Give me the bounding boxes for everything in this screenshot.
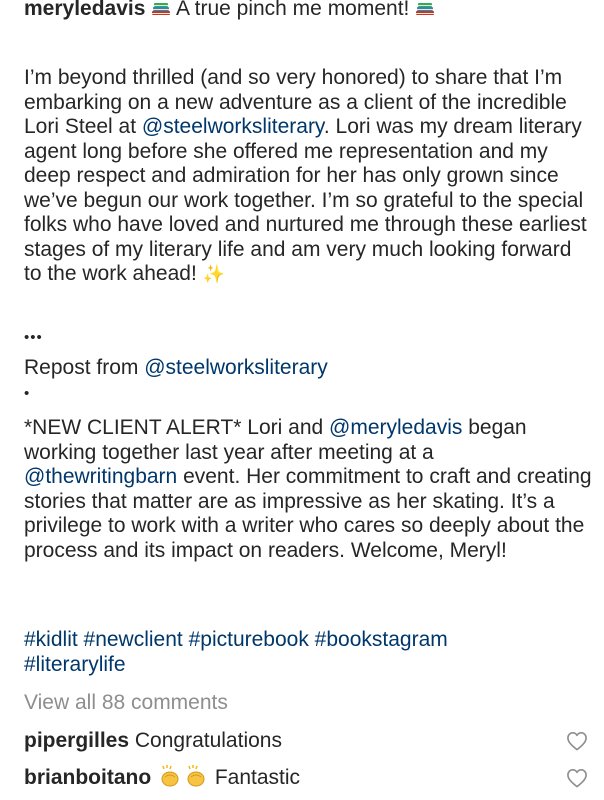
ellipsis-dots: ••• — [24, 329, 43, 346]
caption-headline: A true pinch me moment! — [171, 0, 416, 20]
comment-username[interactable]: pipergilles — [24, 729, 130, 752]
hashtags-line-2[interactable]: #literarylife — [24, 652, 126, 676]
sparkles-emoji-icon: ✨ — [202, 264, 226, 285]
mention-thewritingbarn[interactable]: @thewritingbarn — [24, 465, 178, 488]
comment-text: Fantastic — [214, 766, 301, 789]
bullet-dot: • — [24, 385, 30, 402]
post-caption — [24, 0, 592, 22]
comment-username[interactable]: brianboitano — [24, 766, 152, 789]
hashtags — [24, 628, 592, 677]
alert-text-3: event. Her commitment to craft and creating stories that matter are as impressive as her skating. It’s a privilege to work with a writer who cares so deeply about the process and its impact on readers. Welcome, Meryl! — [24, 465, 592, 562]
books-emoji-icon — [151, 0, 171, 16]
caption-first-line — [24, 0, 592, 22]
mention-repost-steelworksliterary[interactable]: @steelworksliterary — [144, 356, 328, 379]
post-author-username[interactable]: meryledavis — [24, 0, 146, 20]
view-all-comments-link[interactable]: View all 88 comments — [24, 691, 228, 714]
comment-row — [24, 728, 588, 754]
caption-dots — [24, 326, 592, 351]
repost-prefix: Repost from — [24, 356, 145, 379]
client-alert — [24, 416, 592, 563]
comment-row — [24, 765, 588, 791]
books-emoji-icon — [415, 0, 435, 16]
repost-line — [24, 356, 592, 381]
heart-outline-icon[interactable] — [566, 731, 588, 751]
hashtags-line-1[interactable]: #kidlit #newclient #picturebook #bookstagram — [24, 628, 448, 651]
clapping-hands-emoji-icon — [183, 765, 209, 787]
bullet-line — [24, 382, 592, 407]
caption-body-text-2: . Lori was my dream literary agent long before she offered me representation and my deep respect and admiration for her has only grown since we’ve begun our work together. I’m so grateful to the special folks who have loved and nurtured me through these earliest stages of my literary life and am very much looking forward to the work ahead! — [24, 115, 587, 285]
alert-text-1: *NEW CLIENT ALERT* Lori and — [24, 416, 330, 439]
caption-body — [24, 66, 592, 288]
mention-meryledavis[interactable]: @meryledavis — [329, 416, 463, 439]
comment-text: Congratulations — [134, 729, 282, 752]
caption-body-text-1: I’m beyond thrilled (and so very honored) to share that I’m embarking on a new adventure as a client of the incredible Lori Steel at — [24, 66, 567, 138]
mention-steelworksliterary[interactable]: @steelworksliterary — [141, 115, 324, 138]
clapping-hands-emoji-icon — [157, 765, 183, 787]
heart-outline-icon[interactable] — [566, 768, 588, 788]
alert-text-2: began working together last year after meeting at a — [24, 416, 527, 464]
